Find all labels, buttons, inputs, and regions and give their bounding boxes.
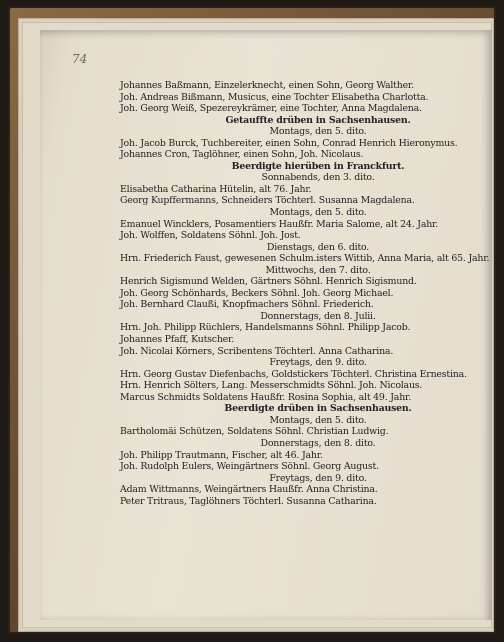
register-line: Joh. Jacob Burck, Tuchbereiter, einen Sohn, Conrad Henrich Hieronymus.: [120, 137, 458, 149]
register-line: Johannes Pfaff, Kutscher.: [120, 334, 235, 346]
register-line: Montags, den 5. dito.: [269, 207, 367, 219]
register-line: Joh. Georg Weiß, Spezereykrämer, eine Tochter, Anna Magdalena.: [120, 103, 422, 115]
register-line: Emanuel Wincklers, Posamentiers Haußfr. Maria Salome, alt 24. Jahr.: [120, 218, 439, 230]
register-line: Elisabetha Catharina Hütelin, alt 76. Jahr.: [120, 183, 312, 195]
register-line: Beerdigte drüben in Sachsenhausen.: [224, 403, 412, 415]
register-line: Hrn. Friederich Faust, gewesenen Schulm.isters Wittib, Anna Maria, alt 65. Jahr.: [120, 253, 490, 265]
register-line: Freytags, den 9. dito.: [269, 357, 367, 369]
register-line: Peter Tritraus, Taglöhners Töchterl. Susanna Catharina.: [120, 495, 377, 507]
register-line: Joh. Rudolph Eulers, Weingärtners Söhnl. Georg August.: [120, 461, 379, 473]
register-line: Johannes Baßmann, Einzelerknecht, einen Sohn, Georg Walther.: [120, 80, 414, 91]
register-line: Mittwochs, den 7. dito.: [265, 264, 371, 276]
register-line: Joh. Philipp Trautmann, Fischer, alt 46. Jahr.: [120, 449, 323, 461]
register-line: Donnerstags, den 8. dito.: [260, 437, 376, 449]
register-line: Montags, den 5. dito.: [269, 414, 367, 426]
register-line: Joh. Bernhard Claußi, Knopfmachers Söhnl. Friederich.: [120, 299, 374, 311]
register-line: Sonnabends, den 3. dito.: [261, 172, 375, 184]
register-line: Beerdigte hierüben in Franckfurt.: [231, 160, 405, 172]
register-line: Joh. Andreas Bißmann, Musicus, eine Tochter Elisabetha Charlotta.: [120, 91, 429, 103]
register-line: Adam Wittmanns, Weingärtners Haußfr. Anna Christina.: [120, 484, 378, 496]
register-line: Montags, den 5. dito.: [269, 126, 367, 138]
register-line: Joh. Nicolai Körners, Scribentens Töchterl. Anna Catharina.: [120, 345, 394, 357]
register-line: Johannes Cron, Taglöhner, einen Sohn, Joh. Nicolaus.: [120, 149, 364, 161]
register-line: Joh. Wolffen, Soldatens Söhnl. Joh. Jost.: [120, 230, 301, 242]
register-line: Donnerstags, den 8. Julii.: [260, 310, 376, 322]
register-line: Hrn. Georg Gustav Diefenbachs, Goldstickers Töchterl. Christina Ernestina.: [120, 368, 467, 380]
register-line: Georg Kupffermanns, Schneiders Töchterl. Susanna Magdalena.: [120, 195, 415, 207]
register-line: Hrn. Henrich Sölters, Lang. Messerschmidts Söhnl. Joh. Nicolaus.: [120, 380, 423, 392]
page-number: 74: [72, 52, 88, 66]
register-line: Hrn. Joh. Philipp Rüchlers, Handelsmanns Söhnl. Philipp Jacob.: [120, 322, 411, 334]
register-line: Getauffte drüben in Sachsenhausen.: [225, 114, 411, 126]
register-line: Bartholomäi Schützen, Soldatens Söhnl. Christian Ludwig.: [120, 426, 389, 438]
register-text: [120, 80, 490, 507]
register-line: Henrich Sigismund Welden, Gärtners Söhnl. Henrich Sigismund.: [120, 276, 417, 288]
register-line: Marcus Schmidts Soldatens Haußfr. Rosina Sophia, alt 49. Jahr.: [120, 391, 412, 403]
register-line: Dienstags, den 6. dito.: [266, 241, 370, 253]
register-line: Freytags, den 9. dito.: [269, 472, 367, 484]
register-line: Joh. Georg Schönhards, Beckers Söhnl. Joh. Georg Michael.: [120, 287, 394, 299]
